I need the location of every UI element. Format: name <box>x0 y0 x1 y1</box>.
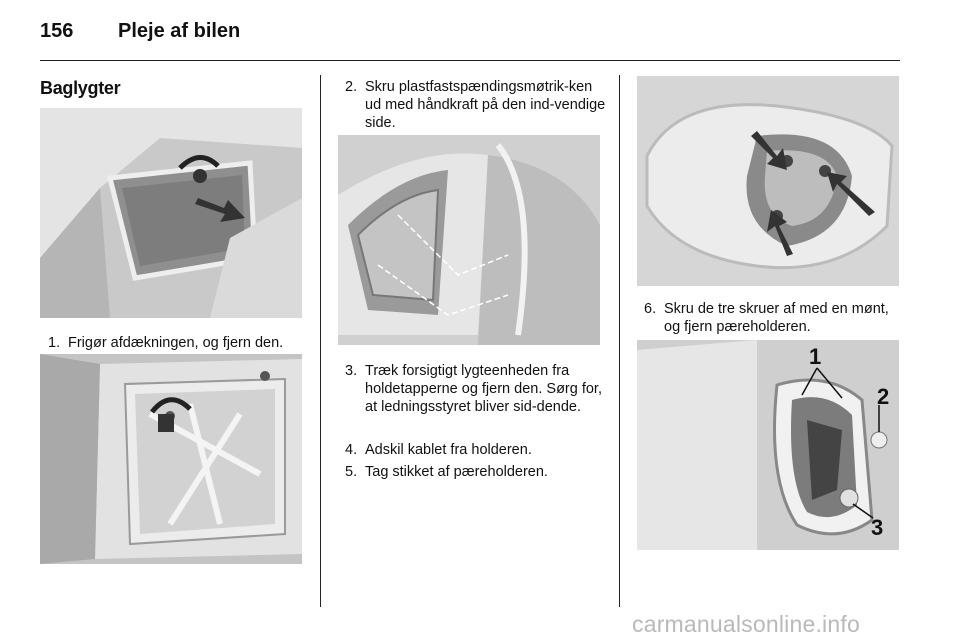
figure-bulb-holder <box>637 340 899 550</box>
step-number: 6. <box>644 301 657 317</box>
step-number: 4. <box>345 442 358 458</box>
step-2 <box>345 78 607 132</box>
figure-cover-removal <box>40 108 302 318</box>
step-text: Tag stikket af pæreholderen. <box>365 464 548 480</box>
header-divider <box>40 60 900 61</box>
step-number: 3. <box>345 363 358 379</box>
callout-1: 1 <box>809 344 822 369</box>
step-number: 5. <box>345 464 358 480</box>
step-6 <box>644 300 906 336</box>
section-title: Baglygter <box>40 78 121 98</box>
chapter-title: Pleje af bilen <box>118 20 241 42</box>
step-text: Skru plastfastspændingsmøtrik-ken ud med håndkraft på den ind-vendige side. <box>365 79 606 131</box>
step-4 <box>345 441 607 459</box>
column-divider-left <box>320 75 321 607</box>
step-number: 2. <box>345 79 358 95</box>
step-5 <box>345 463 607 481</box>
callout-2: 2 <box>877 384 890 409</box>
step-3 <box>345 362 607 416</box>
column-divider-right <box>619 75 620 607</box>
step-text: Adskil kablet fra holderen. <box>365 442 532 458</box>
step-text: Træk forsigtigt lygteenheden fra holdetapperne og fjern den. Sørg for, at ledningsstyret bliver sid-dende. <box>365 363 602 415</box>
callout-3: 3 <box>871 515 884 540</box>
figure-screw-locations <box>637 76 899 286</box>
step-number: 1. <box>48 335 61 351</box>
step-text: Frigør afdækningen, og fjern den. <box>68 335 284 351</box>
page-number: 156 <box>40 20 74 42</box>
step-1 <box>48 334 318 352</box>
figure-nut-removal <box>40 354 302 564</box>
step-text: Skru de tre skruer af med en mønt, og fjern pæreholderen. <box>664 301 889 335</box>
watermark: carmanualsonline.info <box>632 611 860 637</box>
figure-lamp-removal <box>338 135 600 345</box>
